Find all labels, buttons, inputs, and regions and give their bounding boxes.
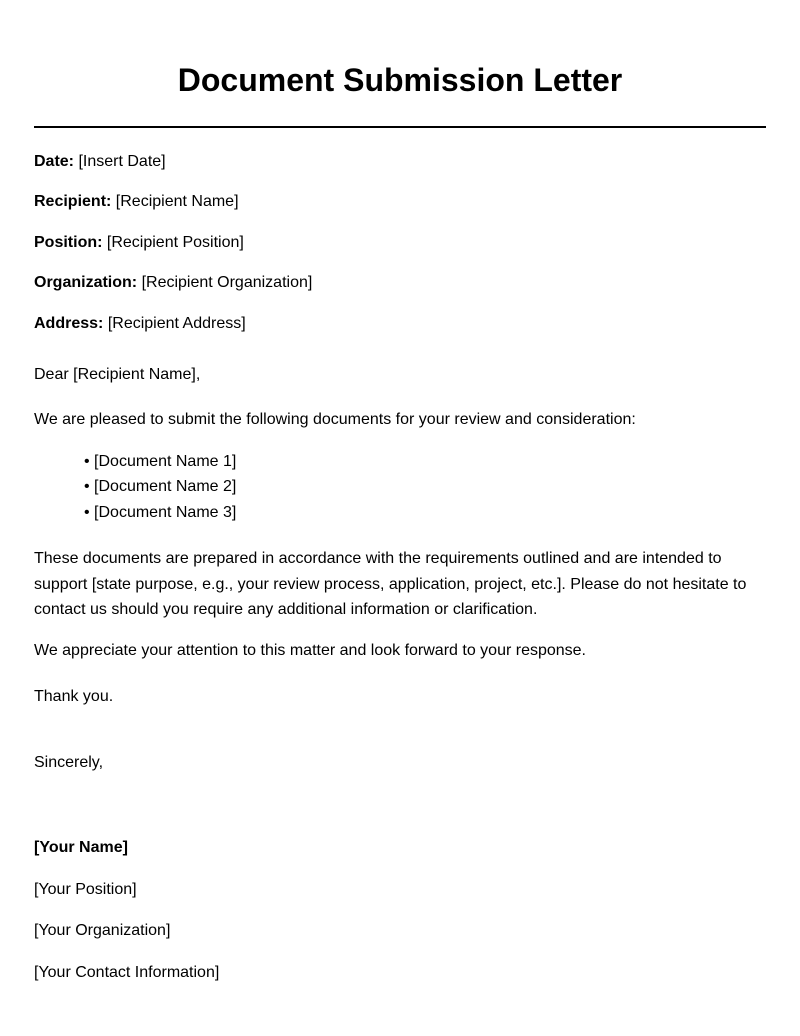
title-divider: [34, 126, 766, 128]
recipient-label: Recipient:: [34, 193, 112, 210]
organization-field: [34, 272, 312, 294]
address-label: Address:: [34, 315, 104, 332]
recipient-field: [34, 191, 239, 213]
date-field: [34, 151, 166, 173]
address-value: [Recipient Address]: [107, 315, 246, 332]
salutation: Dear [Recipient Name],: [34, 366, 201, 383]
thanks-line: Thank you.: [34, 688, 114, 705]
signature-organization: [Your Organization]: [34, 922, 171, 939]
position-field: [34, 232, 244, 254]
page-title: Document Submission Letter: [177, 62, 623, 98]
recipient-value: [Recipient Name]: [115, 193, 239, 210]
organization-value: [Recipient Organization]: [141, 274, 313, 291]
date-value: [Insert Date]: [78, 153, 166, 170]
closing-line: Sincerely,: [34, 754, 104, 771]
position-label: Position:: [34, 234, 103, 251]
date-label: Date:: [34, 153, 75, 170]
document-list-item: • [Document Name 2]: [84, 478, 237, 495]
signature-name: [Your Name]: [34, 839, 128, 856]
signature-position: [Your Position]: [34, 881, 137, 898]
signature-contact: [Your Contact Information]: [34, 964, 220, 981]
organization-label: Organization:: [34, 274, 138, 291]
body-paragraph: These documents are prepared in accordance with the requirements outlined and are intended to support [state purpose, e.g., your review process, application, project, etc.]. Please do not hesitate to contact us should you require any additional information or clarification.: [34, 550, 747, 618]
document-list-item: • [Document Name 1]: [84, 453, 237, 470]
document-list-item: • [Document Name 3]: [84, 504, 237, 521]
address-field: [34, 313, 246, 335]
position-value: [Recipient Position]: [106, 234, 244, 251]
intro-paragraph: We are pleased to submit the following documents for your review and consideration:: [34, 411, 636, 428]
appreciation-paragraph: We appreciate your attention to this matter and look forward to your response.: [34, 642, 586, 659]
